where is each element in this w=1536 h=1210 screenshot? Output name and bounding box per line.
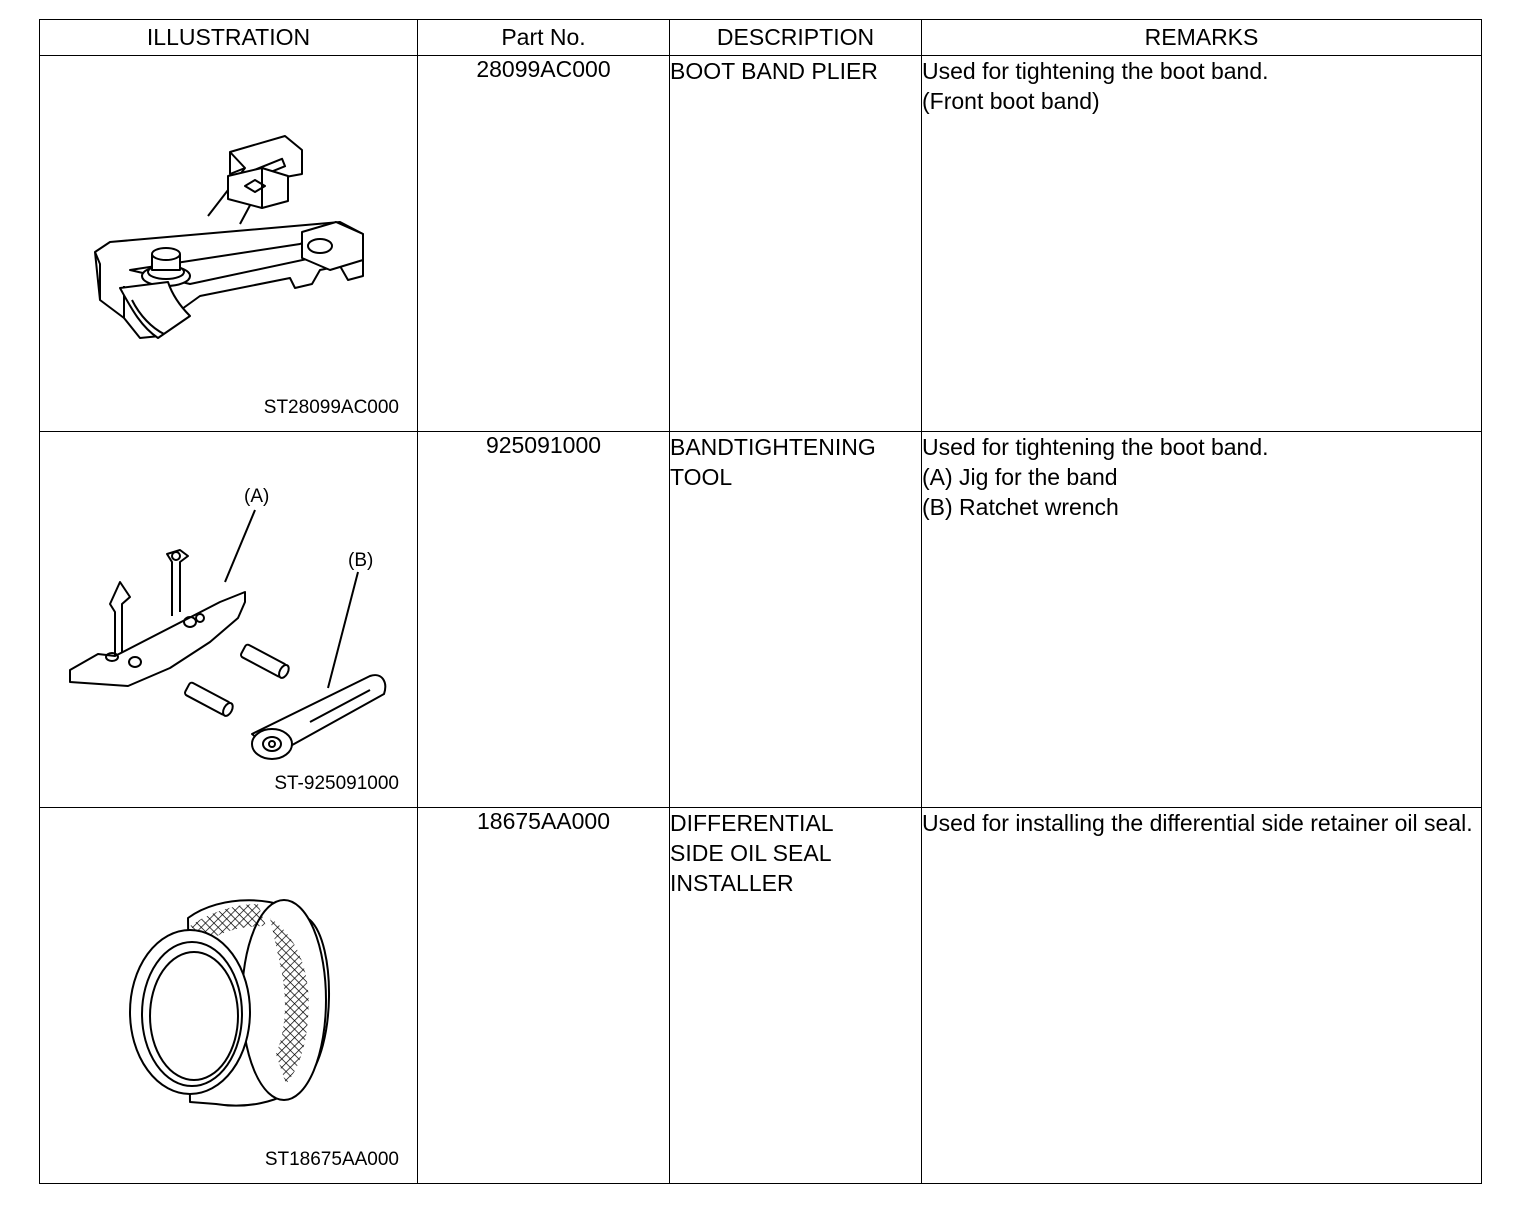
header-remarks: REMARKS [922,20,1482,56]
callout-a: (A) [244,486,270,507]
table-row [40,432,1482,808]
remarks-line: Used for tightening the boot band. [922,434,1269,460]
remarks-cell [922,432,1482,808]
oil-seal-installer-drawing [40,808,417,1184]
header-description: DESCRIPTION [670,20,922,56]
remarks-line: (A) Jig for the band [922,464,1118,490]
remarks-line: Used for tightening the boot band. [922,58,1269,84]
description-cell [670,56,922,432]
illustration-code: ST18675AA000 [264,1149,399,1170]
header-part-no: Part No. [418,20,670,56]
header-illustration: ILLUSTRATION [40,20,418,56]
description-line: TOOL [670,464,733,490]
callout-b: (B) [348,550,374,571]
illustration-cell [40,432,418,808]
part-number: 925091000 [418,432,670,808]
part-number: 28099AC000 [418,56,670,432]
description-line: BANDTIGHTENING [670,434,876,460]
remarks-line: (Front boot band) [922,88,1100,114]
illustration-cell [40,56,418,432]
remarks-cell [922,808,1482,1184]
part-number: 18675AA000 [418,808,670,1184]
description-line: SIDE OIL SEAL [670,840,832,866]
illustration-code: ST28099AC000 [263,397,399,418]
remarks-line: (B) Ratchet wrench [922,494,1119,520]
description-line: INSTALLER [670,870,794,896]
remarks-line: Used for installing the differential side retainer oil seal. [922,810,1473,836]
description-cell [670,808,922,1184]
description-line: DIFFERENTIAL [670,810,834,836]
special-tools-table [39,19,1482,1184]
remarks-cell [922,56,1482,432]
boot-band-plier-drawing [40,56,417,432]
band-tightening-tool-drawing [40,432,417,808]
illustration-cell [40,808,418,1184]
header-row [40,20,1482,56]
description-cell [670,432,922,808]
illustration-code: ST-925091000 [274,773,399,794]
table-row [40,808,1482,1184]
table-row [40,56,1482,432]
description-line: BOOT BAND PLIER [670,58,878,84]
